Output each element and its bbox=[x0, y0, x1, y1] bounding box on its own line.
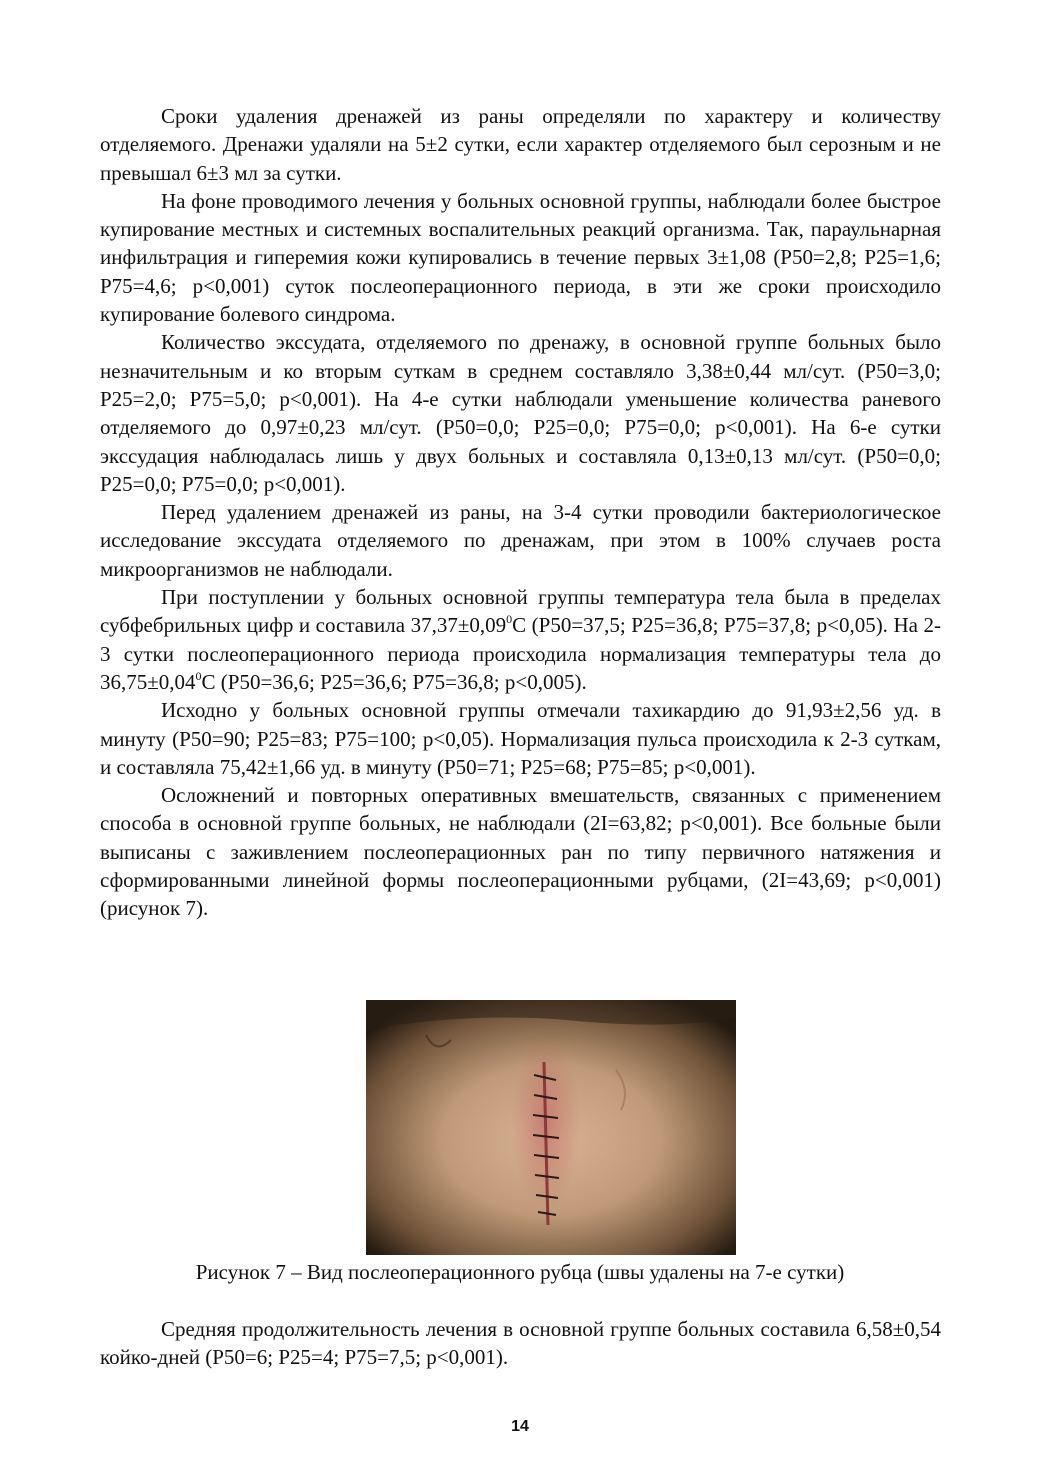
paragraph-exudate: Количество экссудата, отделяемого по дренажу, в основной группе больных было незначительным и ко вторым суткам в среднем составляло 3,38±0,44 мл/сут. (P50=3,0; P25=2,0; P75=5,0; p<0,001). На 4-е сутки наблюдали уменьшение количества раневого отделяемого до 0,97±0,23 мл/сут. (P50=0,0; P25=0,0; P75=0,0; p<0,001). На 6-е сутки экссудация наблюдалась лишь у двух больных и составляла 0,13±0,13 мл/сут. (P50=0,0; P25=0,0; P75=0,0; p<0,001). bbox=[100, 330, 941, 496]
paragraph-tachycardia: Исходно у больных основной группы отмечали тахикардию до 91,93±2,56 уд. в минуту (P50=90; P25=83; P75=100; p<0,05). Нормализация пульса происходила к 2-3 суткам, и составляла 75,42±1,66 уд. в минуту (P50=71; P25=68; P75=85; p<0,001). bbox=[100, 698, 941, 779]
body-text-top bbox=[100, 102, 941, 923]
page-number: 14 bbox=[511, 1418, 529, 1435]
paragraph-complications: Осложнений и повторных оперативных вмешательств, связанных с применением способа в основной группе больных, не наблюдали (2I=63,82; p<0,001). Все больные были выписаны с заживлением послеоперационных ран по типу первичного натяжения и сформированными линейной формы послеоперационными рубцами, (2I=43,69; p<0,001) (рисунок 7). bbox=[100, 783, 941, 921]
postoperative-scar-photo bbox=[366, 1000, 736, 1255]
figure-caption: Рисунок 7 – Вид послеоперационного рубца (швы удалены на 7-е сутки) bbox=[195, 1260, 845, 1284]
paragraph-inflammation: На фоне проводимого лечения у больных основной группы, наблюдали более быстрое купирование местных и системных воспалительных реакций организма. Так, параульнарная инфильтрация и гиперемия кожи купировались в течение первых 3±1,08 (P50=2,8; P25=1,6; P75=4,6; p<0,001) суток послеоперационного периода, в эти же сроки происходило купирование болевого синдрома. bbox=[100, 188, 941, 327]
paragraph-drainage-removal: Сроки удаления дренажей из раны определяли по характеру и количеству отделяемого. Дренажи удаляли на 5±2 сутки, если характер отделяемого был серозным и не превышал 6±3 мл за сутки. bbox=[100, 104, 941, 185]
paragraph-treatment-duration: Средняя продолжительность лечения в основной группе больных составила 6,58±0,54 койко-дней (P50=6; P25=4; P75=7,5; p<0,001). bbox=[100, 1317, 941, 1370]
paragraph-bacteriology: Перед удалением дренажей из раны, на 3-4 сутки проводили бактериологическое исследование экссудата отделяемого по дренажам, при этом в 100% случаев роста микроорганизмов не наблюдали. bbox=[100, 500, 941, 581]
scar-photo-image bbox=[366, 1000, 736, 1255]
paragraph-temperature: При поступлении у больных основной группы температура тела была в пределах субфебрильных цифр и составила $37,37\pm 0,09^0С$ (P50=37,5; P25=36,8; P75=37,8; p<0,05). На 2-3 сутки послеоперационного периода происходила нормализация температуры тела до $36,75\pm 0,04^0С$ (P50=36,6; P25=36,6; P75=36,8; p<0,005). bbox=[100, 585, 941, 694]
body-text-bottom bbox=[100, 1315, 941, 1372]
